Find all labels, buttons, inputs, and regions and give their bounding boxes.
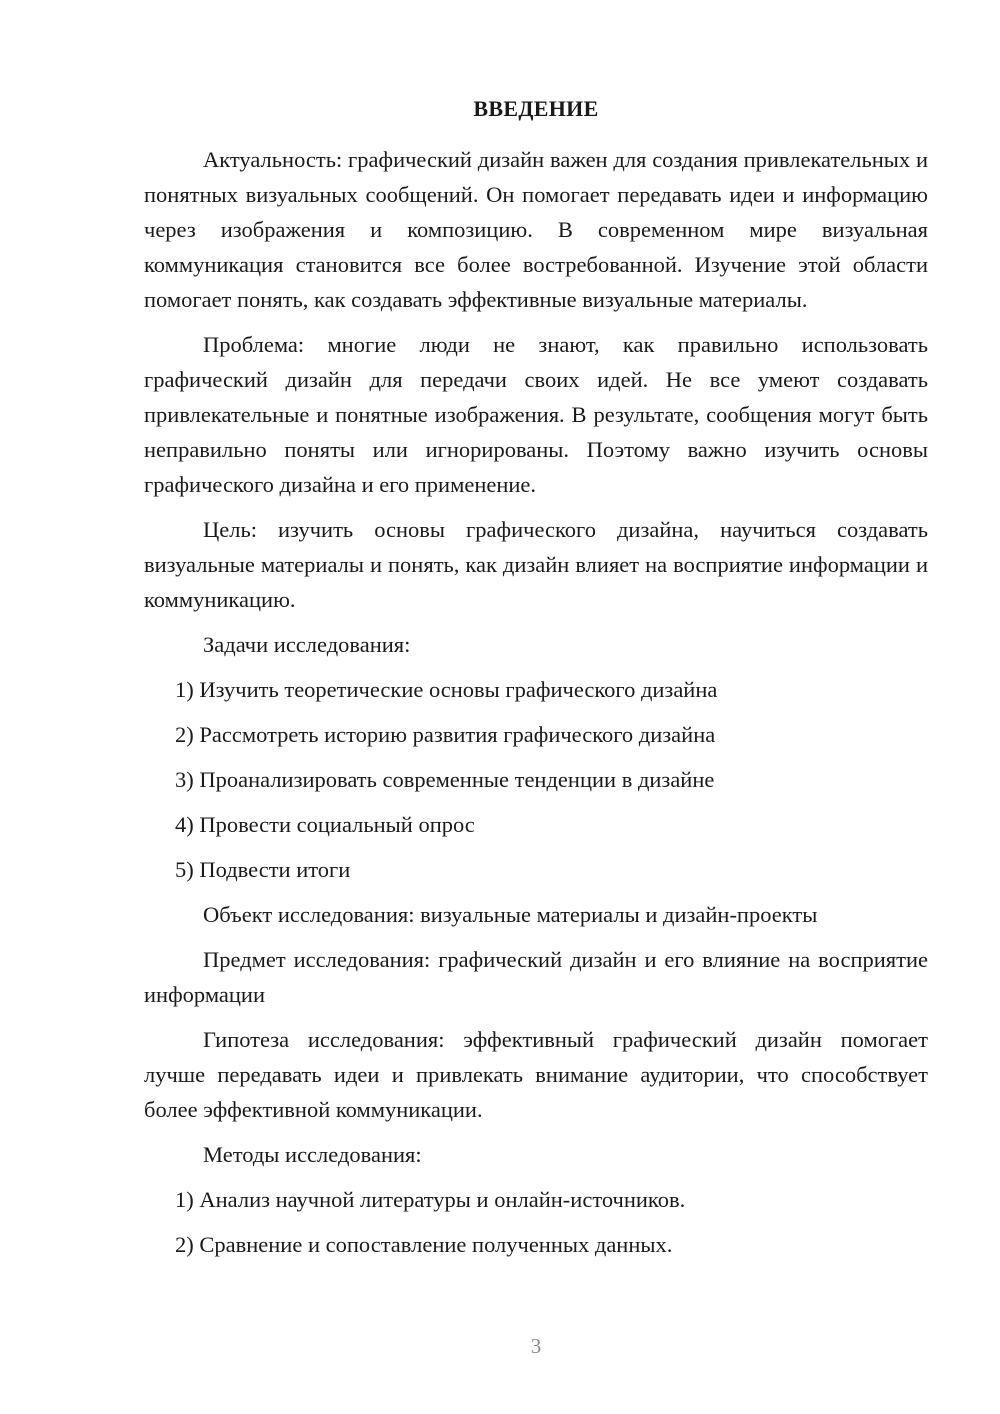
task-item-3: 3) Проанализировать современные тенденции в дизайне [175,767,715,792]
method-item-1: 1) Анализ научной литературы и онлайн-источников. [175,1187,686,1212]
object-paragraph: Объект исследования: визуальные материалы и дизайн-проекты [203,902,818,927]
methods-heading: Методы исследования: [203,1142,422,1167]
problem-paragraph: Проблема: многие люди не знают, как правильно использовать графический дизайн для передачи своих идей. Не все умеют создавать привлекательные и понятные изображения. В результате, сообщения могут быть неправильно поняты или игнорированы. Поэтому важно изучить основы графического дизайна и его применение. [144,332,928,497]
page-number: 3 [530,1334,542,1358]
goal-paragraph: Цель: изучить основы графического дизайна, научиться создавать визуальные материалы и понять, как дизайн влияет на восприятие информации и коммуникацию. [144,517,928,612]
section-title: ВВЕДЕНИЕ [473,96,599,121]
method-item-2: 2) Сравнение и сопоставление полученных данных. [175,1232,673,1257]
task-item-2: 2) Рассмотреть историю развития графического дизайна [175,722,716,747]
tasks-heading: Задачи исследования: [203,632,411,657]
task-item-5: 5) Подвести итоги [175,857,351,882]
body-text [144,142,928,1272]
subject-paragraph: Предмет исследования: графический дизайн и его влияние на восприятие информации [144,947,928,1007]
hypothesis-paragraph: Гипотеза исследования: эффективный графический дизайн помогает лучше передавать идеи и привлекать внимание аудитории, что способствует более эффективной коммуникации. [144,1027,928,1122]
task-item-1: 1) Изучить теоретические основы графического дизайна [175,677,718,702]
task-item-4: 4) Провести социальный опрос [175,812,475,837]
relevance-paragraph: Актуальность: графический дизайн важен для создания привлекательных и понятных визуальных сообщений. Он помогает передавать идеи и информацию через изображения и композицию. В современном мире визуальная коммуникация становится все более востребованной. Изучение этой области помогает понять, как создавать эффективные визуальные материалы. [144,147,928,312]
